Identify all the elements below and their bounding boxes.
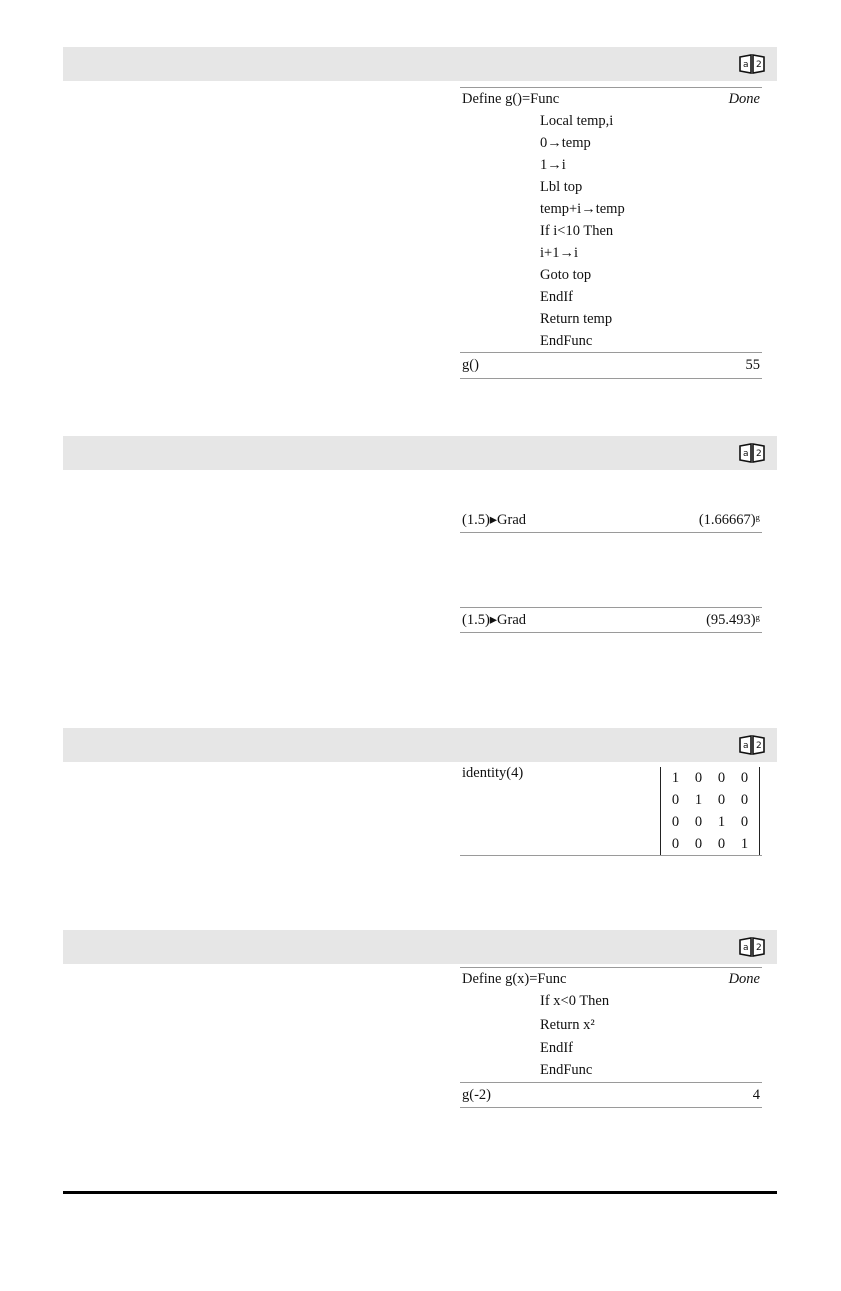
result-row xyxy=(460,353,762,378)
body-line: 1→i xyxy=(540,157,566,173)
body-line: i+1→i xyxy=(540,245,578,261)
matrix-cell: 0 xyxy=(694,836,703,852)
function-body-end xyxy=(460,330,762,352)
svg-text:2: 2 xyxy=(756,449,762,459)
matrix-row xyxy=(664,767,756,789)
book-icon xyxy=(739,937,765,957)
body-line: 0→temp xyxy=(540,135,591,151)
matrix-cell: 0 xyxy=(671,814,680,830)
body-line: If x<0 Then xyxy=(540,993,610,1009)
call-result: 55 xyxy=(745,357,760,373)
body-line: Lbl top xyxy=(540,179,583,195)
matrix-cell: 0 xyxy=(694,814,703,830)
identity-matrix xyxy=(660,767,760,855)
book-icon xyxy=(739,54,765,74)
define-expression: Define g(x)=Func xyxy=(462,971,567,987)
conversion-result: (1.66667)ᵍ xyxy=(698,512,760,528)
matrix-cell: 0 xyxy=(740,770,749,786)
call-result: 4 xyxy=(752,1087,760,1103)
matrix-cell: 0 xyxy=(717,836,726,852)
svg-text:a: a xyxy=(743,943,749,953)
section-header-bar xyxy=(63,728,777,762)
matrix-cell: 1 xyxy=(717,814,726,830)
body-line: Return temp xyxy=(540,311,613,327)
identity-expression: identity(4) xyxy=(462,765,524,781)
matrix-cell: 0 xyxy=(671,792,680,808)
calculator-panel-2b xyxy=(460,607,762,633)
matrix-row xyxy=(664,789,756,811)
svg-text:2: 2 xyxy=(756,60,762,70)
body-line: Return x² xyxy=(540,1017,595,1033)
bottom-rule xyxy=(460,532,762,533)
matrix-cell: 1 xyxy=(671,770,680,786)
conversion-expression: (1.5)▸Grad xyxy=(462,612,527,628)
identity-row xyxy=(460,763,762,855)
section-header-bar xyxy=(63,930,777,964)
section-header-bar xyxy=(63,436,777,470)
body-line: EndFunc xyxy=(540,1062,593,1078)
matrix-row xyxy=(664,833,756,855)
conversion-expression: (1.5)▸Grad xyxy=(462,512,527,528)
svg-text:2: 2 xyxy=(756,943,762,953)
call-expression: g() xyxy=(462,357,479,373)
matrix-cell: 0 xyxy=(717,792,726,808)
calculator-panel-1 xyxy=(460,87,762,379)
body-line: EndFunc xyxy=(540,333,593,349)
define-result: Done xyxy=(728,971,760,987)
body-line: Local temp,i xyxy=(540,113,614,129)
conversion-result: (95.493)ᵍ xyxy=(706,612,760,628)
bottom-rule xyxy=(460,378,762,379)
svg-text:a: a xyxy=(743,449,749,459)
svg-text:2: 2 xyxy=(756,741,762,751)
section-header-bar xyxy=(63,47,777,81)
bottom-rule xyxy=(460,632,762,633)
book-icon xyxy=(739,735,765,755)
calculator-panel-4 xyxy=(460,967,762,1108)
svg-text:a: a xyxy=(743,60,749,70)
calculator-panel-3 xyxy=(460,763,762,859)
matrix-cell: 0 xyxy=(740,792,749,808)
bottom-rule xyxy=(460,855,762,856)
result-row xyxy=(460,1083,762,1107)
define-row xyxy=(460,968,762,990)
function-body xyxy=(460,990,762,1082)
define-expression: Define g()=Func xyxy=(462,91,560,107)
define-result: Done xyxy=(728,91,760,107)
matrix-cell: 1 xyxy=(740,836,749,852)
book-icon xyxy=(739,443,765,463)
body-line: temp+i→temp xyxy=(540,201,625,217)
matrix-cell: 1 xyxy=(694,792,703,808)
calculator-panel-2a xyxy=(460,508,762,533)
conversion-row xyxy=(460,508,762,532)
define-row xyxy=(460,88,762,110)
matrix-cell: 0 xyxy=(740,814,749,830)
body-line: Goto top xyxy=(540,267,592,283)
matrix-row xyxy=(664,811,756,833)
footer-rule xyxy=(63,1191,777,1194)
body-line: EndIf xyxy=(540,289,574,305)
bottom-rule xyxy=(460,1107,762,1108)
matrix-cell: 0 xyxy=(694,770,703,786)
body-line: EndIf xyxy=(540,1040,574,1056)
svg-text:a: a xyxy=(743,741,749,751)
function-body xyxy=(460,110,762,330)
conversion-row xyxy=(460,608,762,632)
body-line: If i<10 Then xyxy=(540,223,614,239)
matrix-cell: 0 xyxy=(717,770,726,786)
call-expression: g(-2) xyxy=(462,1087,491,1103)
matrix-cell: 0 xyxy=(671,836,680,852)
